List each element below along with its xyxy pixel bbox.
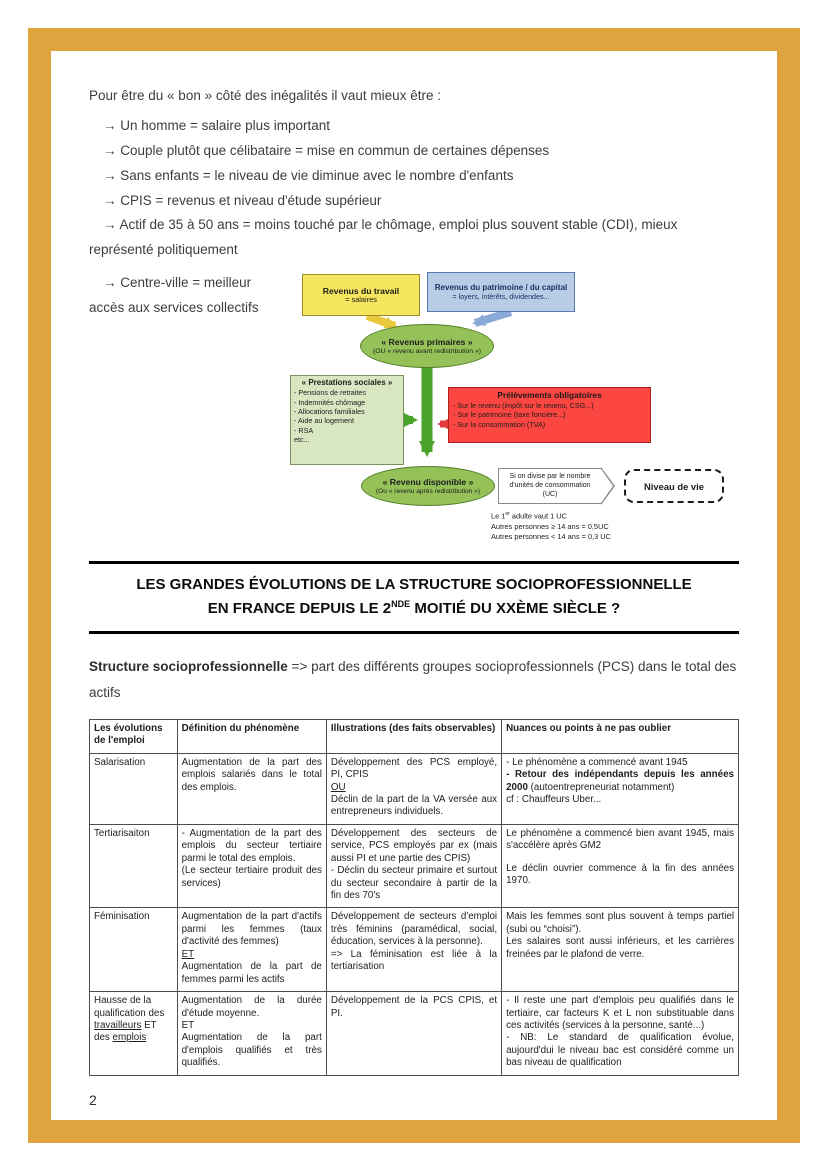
capital-income-subtitle: = loyers, intérêts, dividendes... — [452, 292, 550, 302]
structure-definition-text: => part des différents groupes socioprofessionnels (PCS) dans le total des actifs — [89, 658, 737, 700]
social-benefits-item: - Pensions de retraites — [294, 388, 366, 398]
intro-item-3: → Sans enfants = le niveau de vie diminue avec le nombre d'enfants — [103, 167, 514, 183]
social-benefits-item: - Indemnités chômage — [294, 397, 366, 407]
table-row — [90, 908, 739, 992]
disposable-income-title: « Revenu disponible » — [382, 477, 474, 488]
cell-definition: - Augmentation de la part des emplois du secteur tertiaire parmi le total des emplois. (Le secteur tertiaire produit des services) — [177, 824, 326, 908]
standard-of-living-label: Niveau de vie — [644, 480, 704, 492]
structure-definition — [89, 654, 739, 705]
mandatory-levies-title: Prélèvements obligatoires — [497, 390, 602, 401]
social-benefits-item: - Aide au logement — [294, 416, 354, 426]
work-income-box — [302, 274, 420, 316]
capital-income-box — [427, 272, 575, 312]
cell-label: Hausse de la qualification des travailleurs ET des emplois — [90, 992, 178, 1076]
cell-nuances: - Il reste une part d'emplois peu qualifiés dans le tertiaire, car facteurs K et L non substituable dans ces activités (services à la personne, santé...) - NB: Le standard de qualification évolue, aujourd'dui le niveau bac est considéré comme un bas niveau de qualification — [502, 992, 739, 1076]
table-row — [90, 992, 739, 1076]
social-benefits-item: etc... — [294, 435, 310, 445]
cell-definition: Augmentation de la part d'actifs parmi les femmes (taux d'activité des femmes) ET Augmentation de la part de femmes parmi les actifs — [177, 908, 326, 992]
cell-illustrations: Développement de secteurs d'emploi très féminins (paramédical, social, éducation, services à la personne). => La féminisation est liée à la tertiarisation — [326, 908, 501, 992]
mandatory-levies-box — [448, 387, 651, 443]
col-header-evolutions: Les évolutions de l'emploi — [90, 720, 178, 753]
page-number: 2 — [89, 1092, 97, 1108]
cell-illustrations: Développement des PCS employé, PI, CPIS OU Déclin de la part de la VA versée aux entrepreneurs individuels. — [326, 753, 501, 824]
income-redistribution-diagram — [287, 267, 739, 541]
intro-diagram-row — [89, 267, 739, 541]
cell-illustrations: Développement des secteurs de service, PCS employés par ex (mais aussi PI et une partie des CPIS) - Déclin du secteur primaire et surtout du secteur secondaire à partir de la fin des 70's — [326, 824, 501, 908]
intro-lead: Pour être du « bon » côté des inégalités il vaut mieux être : — [89, 88, 441, 103]
social-benefits-item: - Allocations familiales — [294, 407, 365, 417]
col-header-definition: Définition du phénomène — [177, 720, 326, 753]
capital-income-arrow — [475, 312, 511, 323]
capital-income-title: Revenus du patrimoine / du capital — [434, 283, 568, 293]
uc-detail-line-2: Autres personnes ≥ 14 ans = 0,5UC — [491, 521, 609, 531]
intro-item-2: → Couple plutôt que célibataire = mise en commun de certaines dépenses — [103, 142, 550, 158]
social-benefits-item: - RSA — [294, 425, 314, 435]
work-income-subtitle: = salaires — [345, 295, 377, 305]
standard-of-living-box — [624, 469, 724, 503]
table-row — [90, 753, 739, 824]
page-frame — [28, 28, 800, 1143]
uc-details — [491, 511, 671, 541]
cell-nuances: Mais les femmes sont plus souvent à temps partiel (subi ou “choisi”). Les salaires sont aussi inférieurs, et les carrières freinées par le plafond de verre. — [502, 908, 739, 992]
cell-label: Tertiarisaiton — [90, 824, 178, 908]
intro-item-5: → Actif de 35 à 50 ans = moins touché par le chômage, emploi plus souvent stable (CDI), mieux représenté politiquement — [89, 217, 678, 258]
primary-income-subtitle: (OU « revenu avant redistribution ») — [372, 347, 482, 355]
work-income-title: Revenus du travail — [322, 285, 400, 296]
structure-term: Structure socioprofessionnelle — [89, 658, 288, 674]
uc-detail-line-1: Le 1er adulte vaut 1 UC — [491, 511, 567, 521]
social-benefits-box — [290, 375, 404, 465]
evolution-table-body — [90, 753, 739, 1075]
work-income-arrow — [367, 316, 395, 326]
cell-label: Féminisation — [90, 908, 178, 992]
intro-item-6: → Centre-ville = meilleur accès aux services collectifs — [89, 275, 259, 316]
uc-division-callout — [498, 468, 602, 504]
uc-detail-line-3: Autres personnes < 14 ans = 0,3 UC — [491, 531, 611, 541]
cell-definition: Augmentation de la part des emplois salariés dans le total des emplois. — [177, 753, 326, 824]
intro-item-4: → CPIS = revenus et niveau d'étude supérieur — [103, 192, 382, 208]
disposable-income-subtitle: (Ou « revenu après redistribution ») — [375, 487, 481, 495]
table-row — [90, 824, 739, 908]
table-header-row — [90, 720, 739, 753]
evolution-table — [89, 719, 739, 1076]
section-heading-line-2: EN FRANCE DEPUIS LE 2NDE MOITIÉ DU XXÈME SIÈCLE ? — [207, 598, 621, 617]
cell-label: Salarisation — [90, 753, 178, 824]
section-heading-line-1: LES GRANDES ÉVOLUTIONS DE LA STRUCTURE SOCIOPROFESSIONNELLE — [136, 576, 692, 594]
cell-definition: Augmentation de la durée d'étude moyenne. ET Augmentation de la part d'emplois qualifiés et très qualifiés. — [177, 992, 326, 1076]
mandatory-levies-item: - Sur la consommation (TVA) — [453, 419, 546, 429]
col-header-illustrations: Illustrations (des faits observables) — [326, 720, 501, 753]
mandatory-levies-item: - Sur le revenu (impôt sur le revenu, CSG...) — [453, 400, 594, 410]
cell-nuances: - Le phénomène a commencé avant 1945 - Retour des indépendants depuis les années 2000 (autoentrepreneuriat notamment) cf : Chauffeurs Uber... — [502, 753, 739, 824]
intro-item-1: → Un homme = salaire plus important — [103, 117, 330, 133]
primary-income-title: « Revenus primaires » — [381, 336, 473, 347]
social-benefits-title: « Prestations sociales » — [301, 378, 393, 388]
cell-illustrations: Développement de la PCS CPIS, et PI. — [326, 992, 501, 1076]
document-page — [51, 51, 777, 1120]
cell-nuances: Le phénomène a commencé bien avant 1945, mais s'accélère après GM2 Le déclin ouvrier commence à la fin des années 1970. — [502, 824, 739, 908]
mandatory-levies-item: - Sur le patrimoine (taxe foncière...) — [453, 410, 566, 420]
section-heading — [89, 561, 739, 634]
col-header-nuances: Nuances ou points à ne pas oublier — [502, 720, 739, 753]
uc-division-text: Si on divise par le nombre d'unités de consommation (UC) — [509, 473, 591, 498]
